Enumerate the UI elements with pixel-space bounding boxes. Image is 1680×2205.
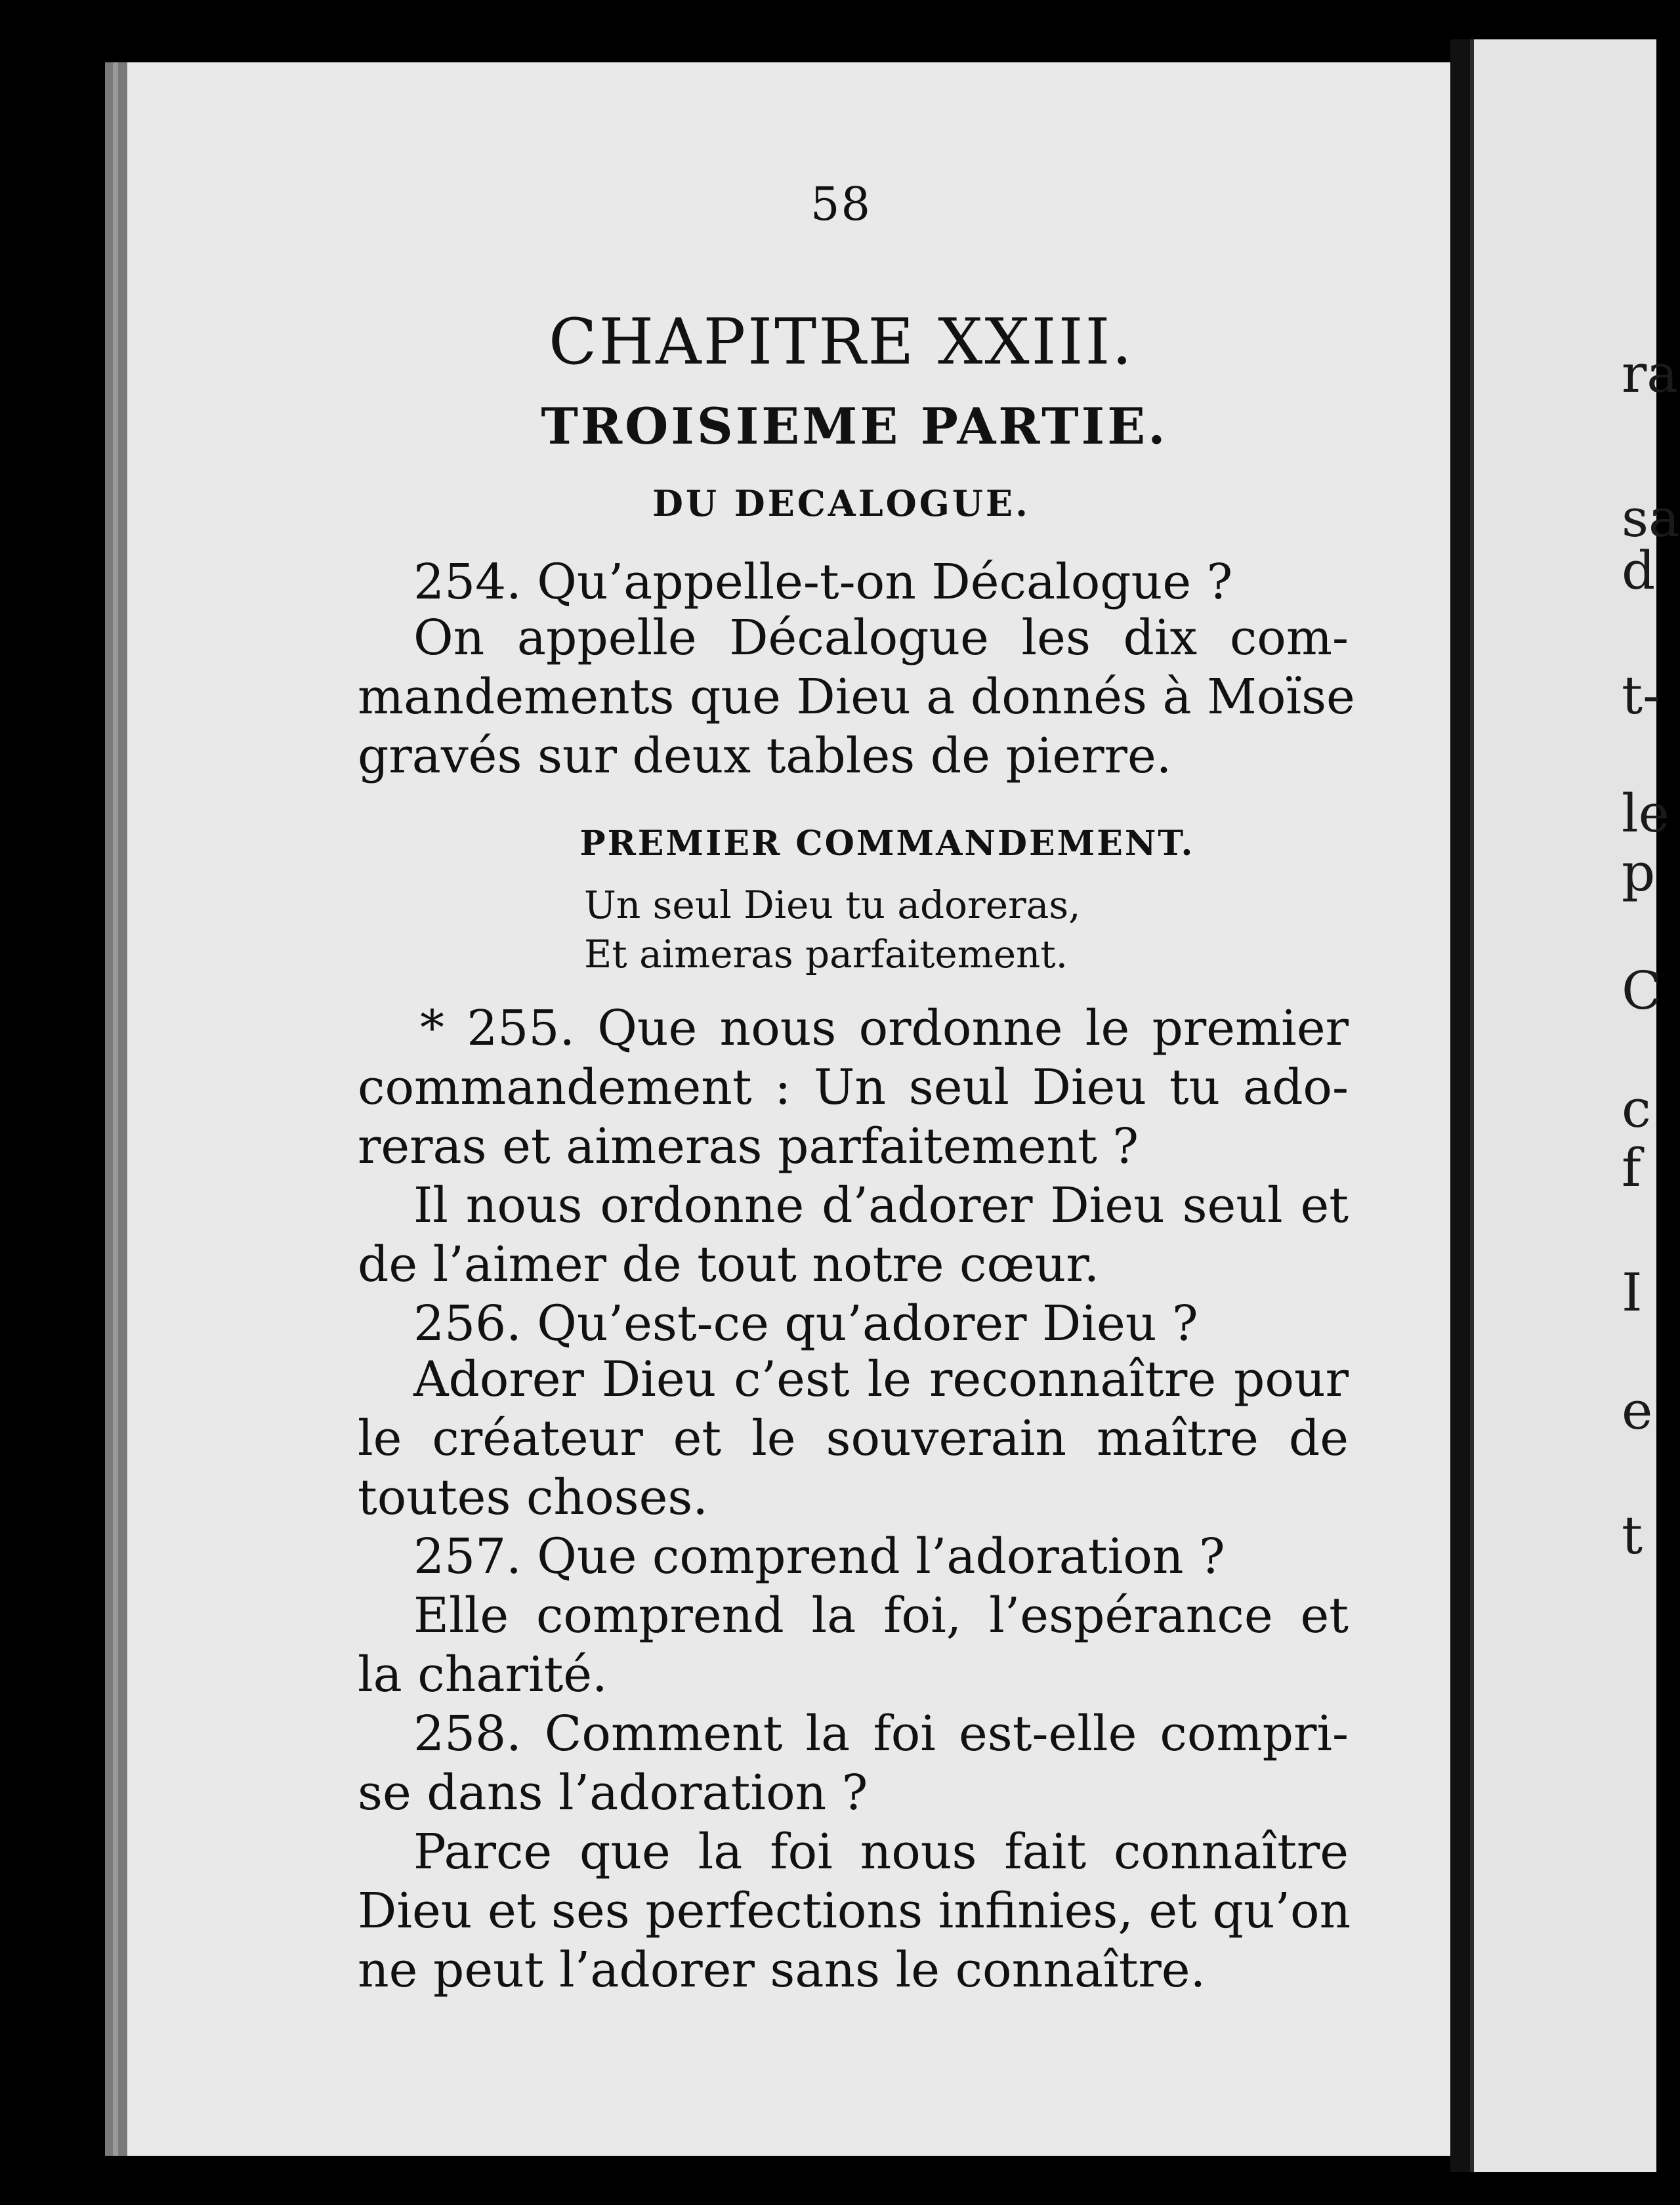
answer-line: la charité. (358, 1647, 608, 1703)
facing-fragment: sa (1622, 488, 1680, 549)
question-254: 254. Qu’appelle-t-on Décalogue ? (413, 554, 1233, 610)
facing-fragment: t- (1622, 665, 1661, 726)
facing-fragment: C (1622, 960, 1662, 1021)
facing-fragment: ra (1622, 343, 1678, 404)
facing-fragment: p (1622, 842, 1656, 903)
facing-fragment: d (1622, 540, 1656, 601)
question-257: 257. Que comprend l’adoration ? (413, 1528, 1225, 1585)
facing-fragment: c (1622, 1078, 1651, 1139)
facing-fragment: f (1622, 1137, 1641, 1198)
facing-fragment: le (1622, 783, 1670, 844)
question-line: se dans l’adoration ? (358, 1765, 868, 1821)
answer-line: Parce que la foi nous fait connaître (413, 1824, 1349, 1880)
section-title: DU DECALOGUE. (652, 482, 1030, 524)
answer-line: toutes choses. (358, 1469, 708, 1526)
answer-line: Il nous ordonne d’adorer Dieu seul et (413, 1177, 1349, 1234)
facing-fragment: e (1622, 1380, 1653, 1441)
answer-line: On appelle Décalogue les dix com- (413, 610, 1349, 666)
question-line: commandement : Un seul Dieu tu ado- (358, 1059, 1349, 1116)
verse-line: Un seul Dieu tu adoreras, (584, 883, 1081, 927)
commandment-title: PREMIER COMMANDEMENT. (579, 824, 1195, 864)
answer-line: le créateur et le souverain maître de (358, 1410, 1349, 1467)
facing-fragment: I (1622, 1262, 1643, 1323)
chapter-title: CHAPITRE XXIII. (549, 305, 1134, 379)
question-255: * 255. Que nous ordonne le premier (420, 1000, 1349, 1057)
facing-fragment: t (1622, 1505, 1643, 1566)
page-number: 58 (810, 177, 872, 231)
answer-line: Adorer Dieu c’est le reconnaître pour (413, 1351, 1349, 1408)
verse-line: Et aimeras parfaitement. (584, 932, 1068, 976)
question-line: reras et aimeras parfaitement ? (358, 1118, 1139, 1175)
answer-line: ne peut l’adorer sans le connaître. (358, 1942, 1206, 1998)
question-256: 256. Qu’est-ce qu’adorer Dieu ? (413, 1295, 1198, 1352)
part-title: TROISIEME PARTIE. (541, 397, 1168, 455)
question-258: 258. Comment la foi est-elle compri- (413, 1706, 1349, 1762)
answer-line: mandements que Dieu a donnés à Moïse (358, 669, 1355, 725)
answer-line: Elle comprend la foi, l’espérance et (413, 1587, 1349, 1644)
answer-line: Dieu et ses perfections infinies, et qu’on (358, 1883, 1351, 1939)
answer-line: de l’aimer de tout notre cœur. (358, 1236, 1100, 1293)
answer-line: gravés sur deux tables de pierre. (358, 728, 1172, 784)
